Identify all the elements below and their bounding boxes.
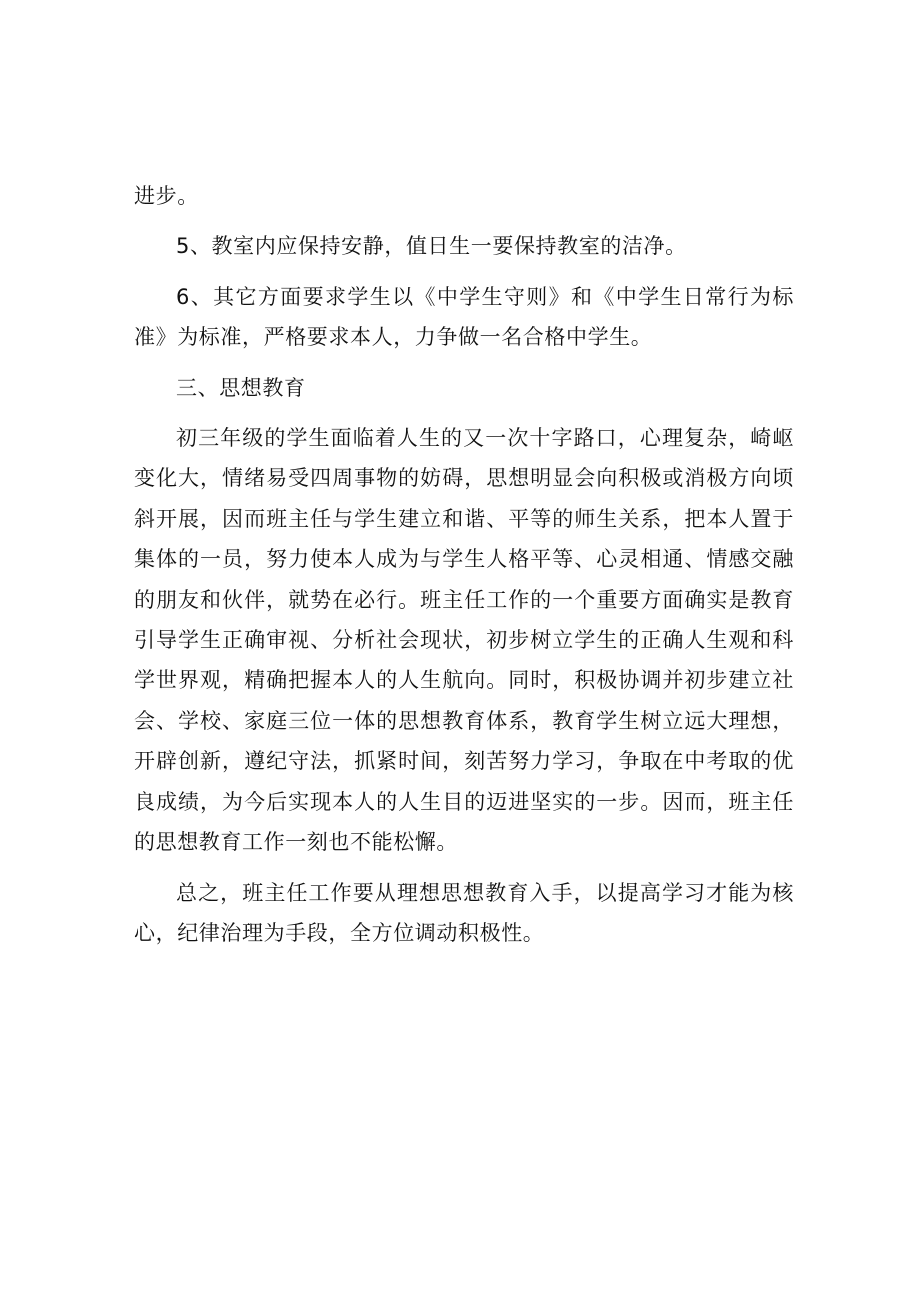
paragraph-item-6: 6、其它方面要求学生以《中学生守则》和《中学生日常行为标准》为标准，严格要求本人，力争做一名合格中学生。 xyxy=(134,284,794,350)
paragraph-conclusion: 总之，班主任工作要从理想思想教育入手，以提高学习才能为核心，纪律治理为手段，全方位调动积极性。 xyxy=(134,880,794,945)
paragraph-item-5: 5、教室内应保持安静，值日生一要保持教室的洁净。 xyxy=(176,234,687,259)
paragraph-continuation: 进步。 xyxy=(134,184,199,208)
document-body xyxy=(134,176,794,953)
paragraph-ideological-education: 初三年级的学生面临着人生的又一次十字路口，心理复杂，崎岖变化大，情绪易受四周事物的妨碍，思想明显会向积极或消极方向顷斜开展，因而班主任与学生建立和谐、平等的师生关系，把本人置于集体的一员，努力使本人成为与学生人格平等、心灵相通、情感交融的朋友和伙伴，就势在必行。班主任工作的一个重要方面确实是教育引导学生正确审视、分析社会现状，初步树立学生的正确人生观和科学世界观，精确把握本人的人生航向。同时，积极协调并初步建立社会、学校、家庭三位一体的思想教育体系，教育学生树立远大理想，开辟创新，遵纪守法，抓紧时间，刻苦努力学习，争取在中考取的优良成绩，为今后实现本人的人生目的迈进坚实的一步。因而，班主任的思想教育工作一刻也不能松懈。 xyxy=(134,426,794,855)
section-heading-ideological-education: 三、思想教育 xyxy=(176,375,306,400)
